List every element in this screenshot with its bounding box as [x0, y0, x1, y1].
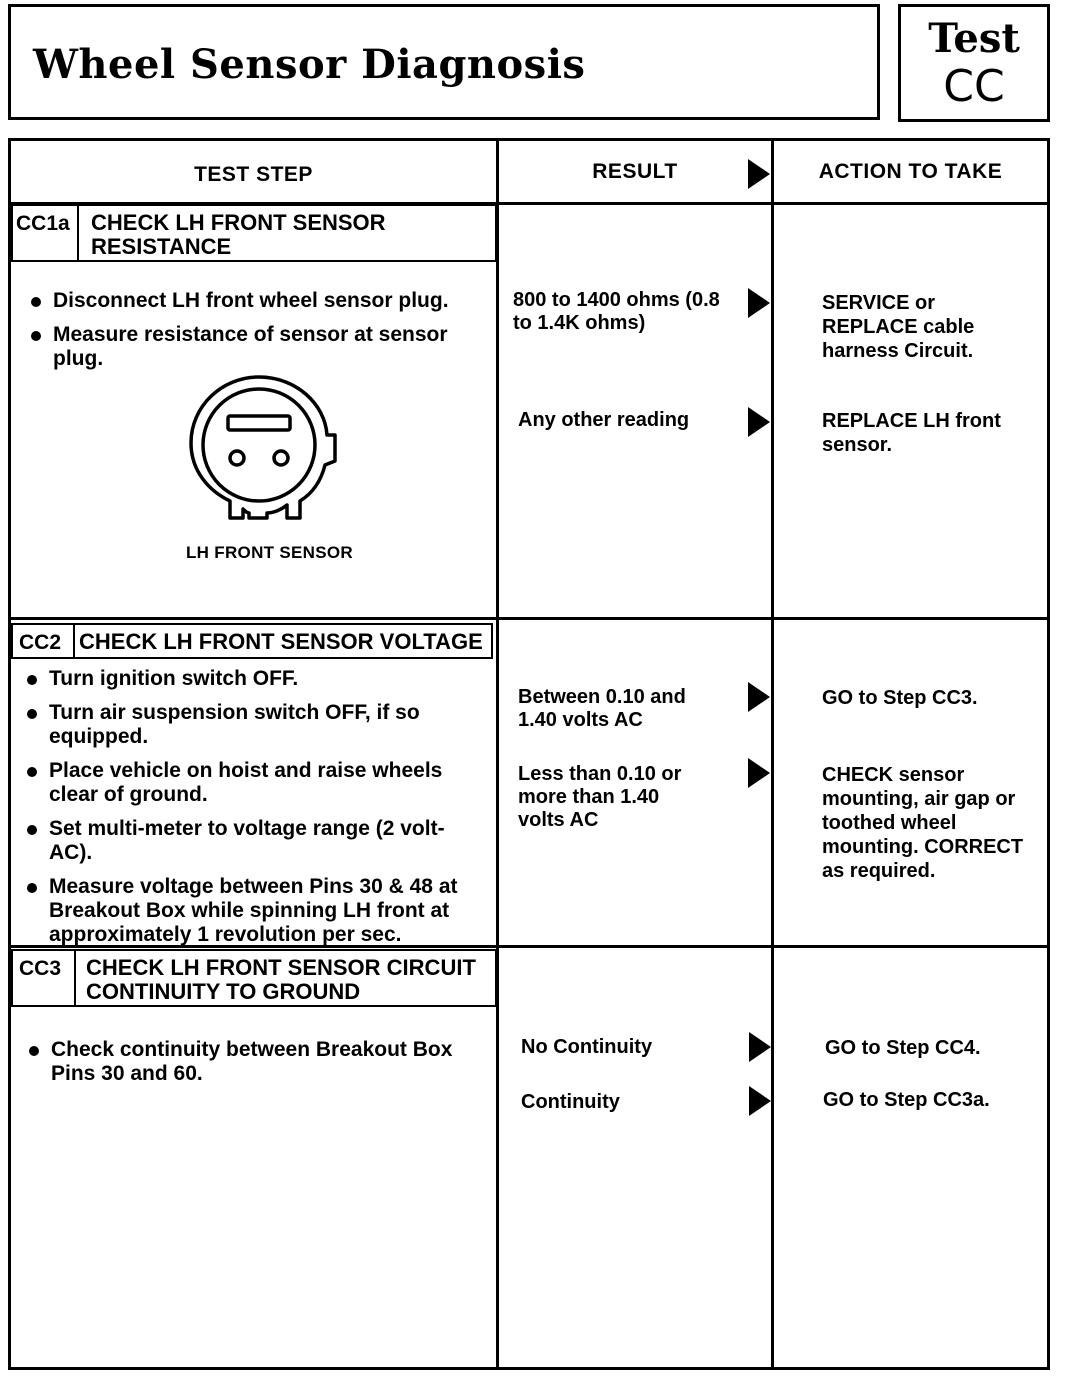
- row-divider-1: [11, 617, 1047, 620]
- result-cc1a-1: 800 to 1400 ohms (0.8 to 1.4K ohms): [513, 289, 720, 334]
- result-cc3-2: Continuity: [521, 1091, 620, 1113]
- result-arrow-icon: [748, 682, 770, 712]
- instruction-item: Measure voltage between Pins 30 & 48 at Breakout Box while spinning LH front at approximately 1 revolution per sec.: [25, 875, 485, 947]
- step-header-cc2: [11, 623, 493, 659]
- instruction-item: Turn air suspension switch OFF, if so equipped.: [25, 701, 485, 749]
- title-box: [8, 4, 880, 120]
- instruction-item: Check continuity between Breakout Box Pins 30 and 60.: [27, 1038, 487, 1086]
- test-code: CC: [943, 61, 1005, 112]
- page-title: Wheel Sensor Diagnosis: [33, 41, 586, 88]
- col-header-test-step: TEST STEP: [194, 163, 313, 186]
- divider-col2: [771, 141, 774, 1367]
- step-id-divider: [74, 951, 76, 1007]
- step-title: CHECK LH FRONT SENSOR CIRCUIT CONTINUITY TO GROUND: [86, 955, 476, 1004]
- result-cc2-1: Between 0.10 and 1.40 volts AC: [518, 686, 686, 731]
- step-title: CHECK LH FRONT SENSOR VOLTAGE: [79, 629, 483, 654]
- instruction-item: Set multi-meter to voltage range (2 volt-AC).: [25, 817, 485, 865]
- action-cc3-1: GO to Step CC4.: [825, 1037, 981, 1059]
- step-header-cc1a: [11, 204, 497, 262]
- result-arrow-icon: [748, 288, 770, 318]
- lh-front-sensor-connector-figure: [187, 373, 341, 529]
- diagnosis-table: [8, 138, 1050, 1370]
- test-id-box: [898, 4, 1050, 122]
- result-cc3-1: No Continuity: [521, 1036, 653, 1058]
- step-id-divider: [77, 206, 79, 262]
- step-id: CC3: [19, 957, 62, 980]
- header-arrow-icon: [748, 159, 770, 189]
- step-id: CC2: [19, 631, 62, 654]
- action-cc2-2: CHECK sensor mounting, air gap or toothed wheel mounting. CORRECT as required.: [822, 764, 1024, 882]
- col-header-action: ACTION TO TAKE: [818, 160, 1003, 183]
- result-arrow-icon: [748, 758, 770, 788]
- instruction-item: Turn ignition switch OFF.: [25, 667, 485, 691]
- action-cc2-1: GO to Step CC3.: [822, 687, 978, 709]
- divider-col1: [496, 141, 499, 1367]
- instruction-item: Place vehicle on hoist and raise wheels clear of ground.: [25, 759, 485, 807]
- action-cc1a-2: REPLACE LH front sensor.: [822, 410, 1001, 456]
- instructions-cc3: [27, 1038, 487, 1096]
- test-label: Test: [928, 15, 1020, 62]
- result-arrow-icon: [749, 1032, 771, 1062]
- instructions-cc1a: [29, 289, 489, 381]
- action-cc1a-1: SERVICE or REPLACE cable harness Circuit.: [822, 292, 975, 362]
- action-cc3-2: GO to Step CC3a.: [823, 1089, 990, 1111]
- result-cc1a-2: Any other reading: [518, 409, 690, 431]
- result-cc2-2: Less than 0.10 or more than 1.40 volts AC: [518, 763, 682, 831]
- step-id: CC1a: [16, 212, 70, 235]
- result-arrow-icon: [749, 1086, 771, 1116]
- instruction-item: Measure resistance of sensor at sensor plug.: [29, 323, 489, 371]
- result-arrow-icon: [748, 407, 770, 437]
- figure-caption: LH FRONT SENSOR: [186, 543, 353, 562]
- step-header-cc3: [11, 949, 497, 1007]
- step-id-divider: [73, 625, 75, 659]
- col-header-result: RESULT: [592, 160, 678, 183]
- step-title: CHECK LH FRONT SENSOR RESISTANCE: [91, 210, 386, 259]
- instructions-cc2: [25, 667, 485, 957]
- instruction-item: Disconnect LH front wheel sensor plug.: [29, 289, 489, 313]
